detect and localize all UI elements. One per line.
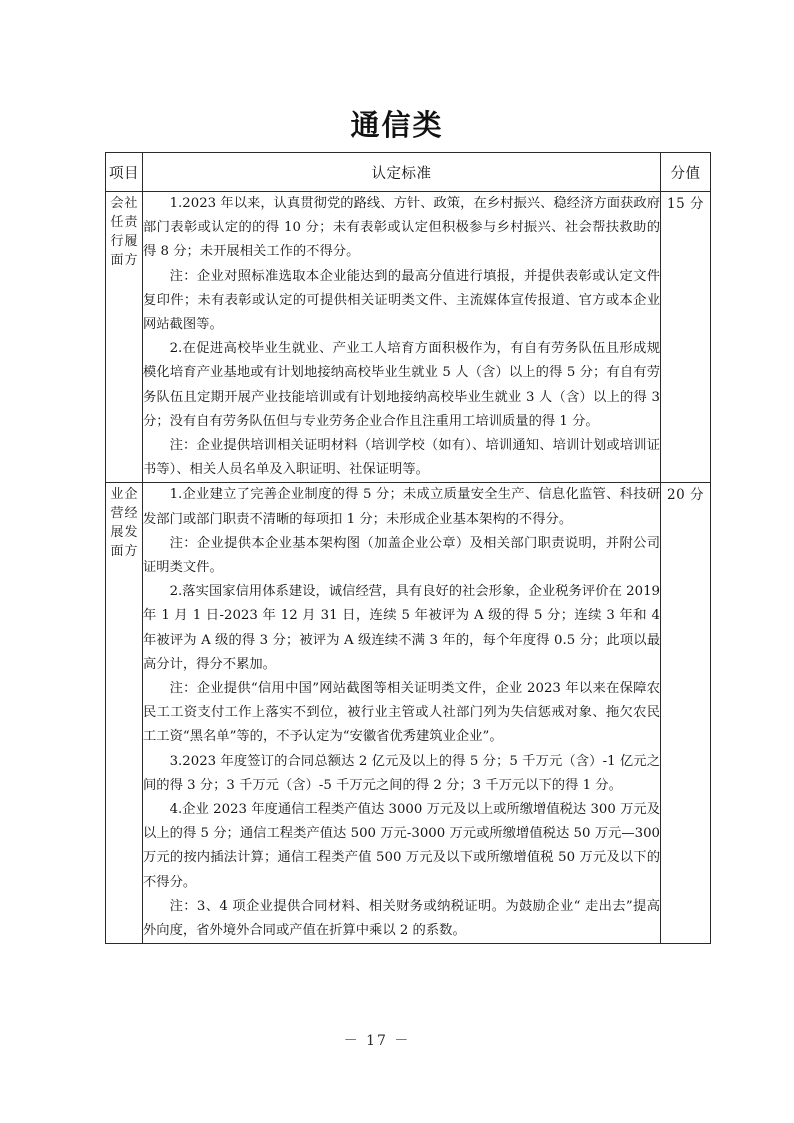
label-char: 面	[110, 253, 124, 268]
label-char: 方	[124, 253, 138, 268]
criteria-table	[105, 152, 711, 944]
row-criteria-business	[143, 483, 661, 944]
page-number: － 17 －	[343, 1033, 411, 1049]
label-char: 会	[110, 196, 124, 211]
label-char: 发	[124, 525, 138, 541]
criteria-paragraph: 1.企业建立了完善企业制度的得 5 分；未成立质量安全生产、信息化监管、科技研发部门或部门职责不清晰的每项扣 1 分；未形成企业基本架构的不得分。	[143, 487, 660, 527]
table-header-row	[106, 153, 711, 192]
label-char: 业	[110, 487, 124, 503]
page-title: 通信类	[350, 108, 444, 142]
criteria-paragraph: 3.2023 年度签订的合同总额达 2 亿元及以上的得 5 分；5 千万元（含）-1 亿元之间的得 3 分；3 千万元（含）-5 千万元之间的得 2 分；3 千万元以下的得 1 分。	[143, 753, 660, 793]
label-char: 任	[110, 215, 124, 230]
label-char: 方	[124, 544, 138, 560]
label-char: 经	[124, 506, 138, 522]
label-char: 行	[110, 234, 124, 249]
row-score-business: 20 分	[661, 483, 711, 944]
label-char: 履	[124, 234, 138, 249]
label-char: 社	[124, 196, 138, 211]
label-char: 面	[110, 544, 124, 560]
table-row	[106, 483, 711, 944]
header-score: 分值	[661, 153, 711, 192]
criteria-paragraph: 4.企业 2023 年度通信工程类产值达 3000 万元及以上或所缴增值税达 300 万元及以上的得 5 分；通信工程类产值达 500 万元-3000 万元或所缴增值税达 50 万元—300 万元的按内插法计算；通信工程类产值 500 万元及以下或所缴增值税 50 万元及以下的不得分。	[143, 802, 660, 890]
header-criteria: 认定标准	[143, 153, 661, 192]
vertical-label-chars	[110, 486, 137, 560]
label-char: 营	[110, 506, 124, 522]
row-item-label-business	[106, 483, 143, 944]
row-item-label-social	[106, 192, 143, 483]
criteria-paragraph: 注：企业提供“信用中国”网站截图等相关证明类文件，企业 2023 年以来在保障农民工工资支付工作上落实不到位，被行业主管或人社部门列为失信惩戒对象、拖欠农民工工资“黑名单”等的，不予认定为“安徽省优秀建筑业企业”。	[143, 681, 660, 745]
criteria-paragraph: 注：3、4 项企业提供合同材料、相关财务或纳税证明。为鼓励企业“ 走出去”提高外向度，省外境外合同或产值在折算中乘以 2 的系数。	[143, 898, 660, 939]
criteria-paragraph: 注：企业对照标准选取本企业能达到的最高分值进行填报，并提供表彰或认定文件复印件；未有表彰或认定的可提供相关证明类文件、主流媒体宣传报道、官方或本企业网站截图等。	[143, 268, 660, 333]
row-score-social: 15 分	[661, 192, 711, 483]
header-item: 项目	[106, 153, 143, 192]
vertical-label-chars	[110, 195, 137, 269]
criteria-paragraph: 注：企业提供本企业基本架构图（加盖企业公章）及相关部门职责说明，并附公司证明类文件。	[143, 535, 660, 576]
label-char: 展	[110, 525, 124, 541]
criteria-paragraph: 2.在促进高校毕业生就业、产业工人培育方面积极作为，有自有劳务队伍且形成规模化培育产业基地或有计划地接纳高校毕业生就业 5 人（含）以上的得 5 分；有自有劳务队伍且定期开展产业技能培训或有计划地接纳高校毕业生就业 3 人（含）以上的得 3 分；没有自有劳务队伍但与专业劳务企业合作且注重用工培训质量的得 1 分。	[143, 341, 660, 429]
criteria-paragraph: 1.2023 年以来，认真贯彻党的路线、方针、政策，在乡村振兴、稳经济方面获政府部门表彰或认定的的得 10 分；未有表彰或认定但积极参与乡村振兴、社会帮扶救助的得 8 分；未开展相关工作的不得分。	[143, 196, 660, 260]
label-char: 责	[124, 215, 138, 230]
table-row	[106, 192, 711, 483]
criteria-paragraph: 注：企业提供培训相关证明材料（培训学校（如有）、培训通知、培训计划或培训证书等）、相关人员名单及入职证明、社保证明等。	[143, 438, 660, 478]
criteria-paragraph: 2.落实国家信用体系建设，诚信经营，具有良好的社会形象，企业税务评价在 2019 年 1 月 1 日-2023 年 12 月 31 日，连续 5 年被评为 A 级的得 5 分；连续 3 年和 4 年被评为 A 级的得 3 分；被评为 A 级连续不满 3 年的，每个年度得 0.5 分；此项以最高分计，得分不累加。	[143, 584, 660, 672]
label-char: 企	[124, 487, 138, 503]
row-criteria-social	[143, 192, 661, 483]
